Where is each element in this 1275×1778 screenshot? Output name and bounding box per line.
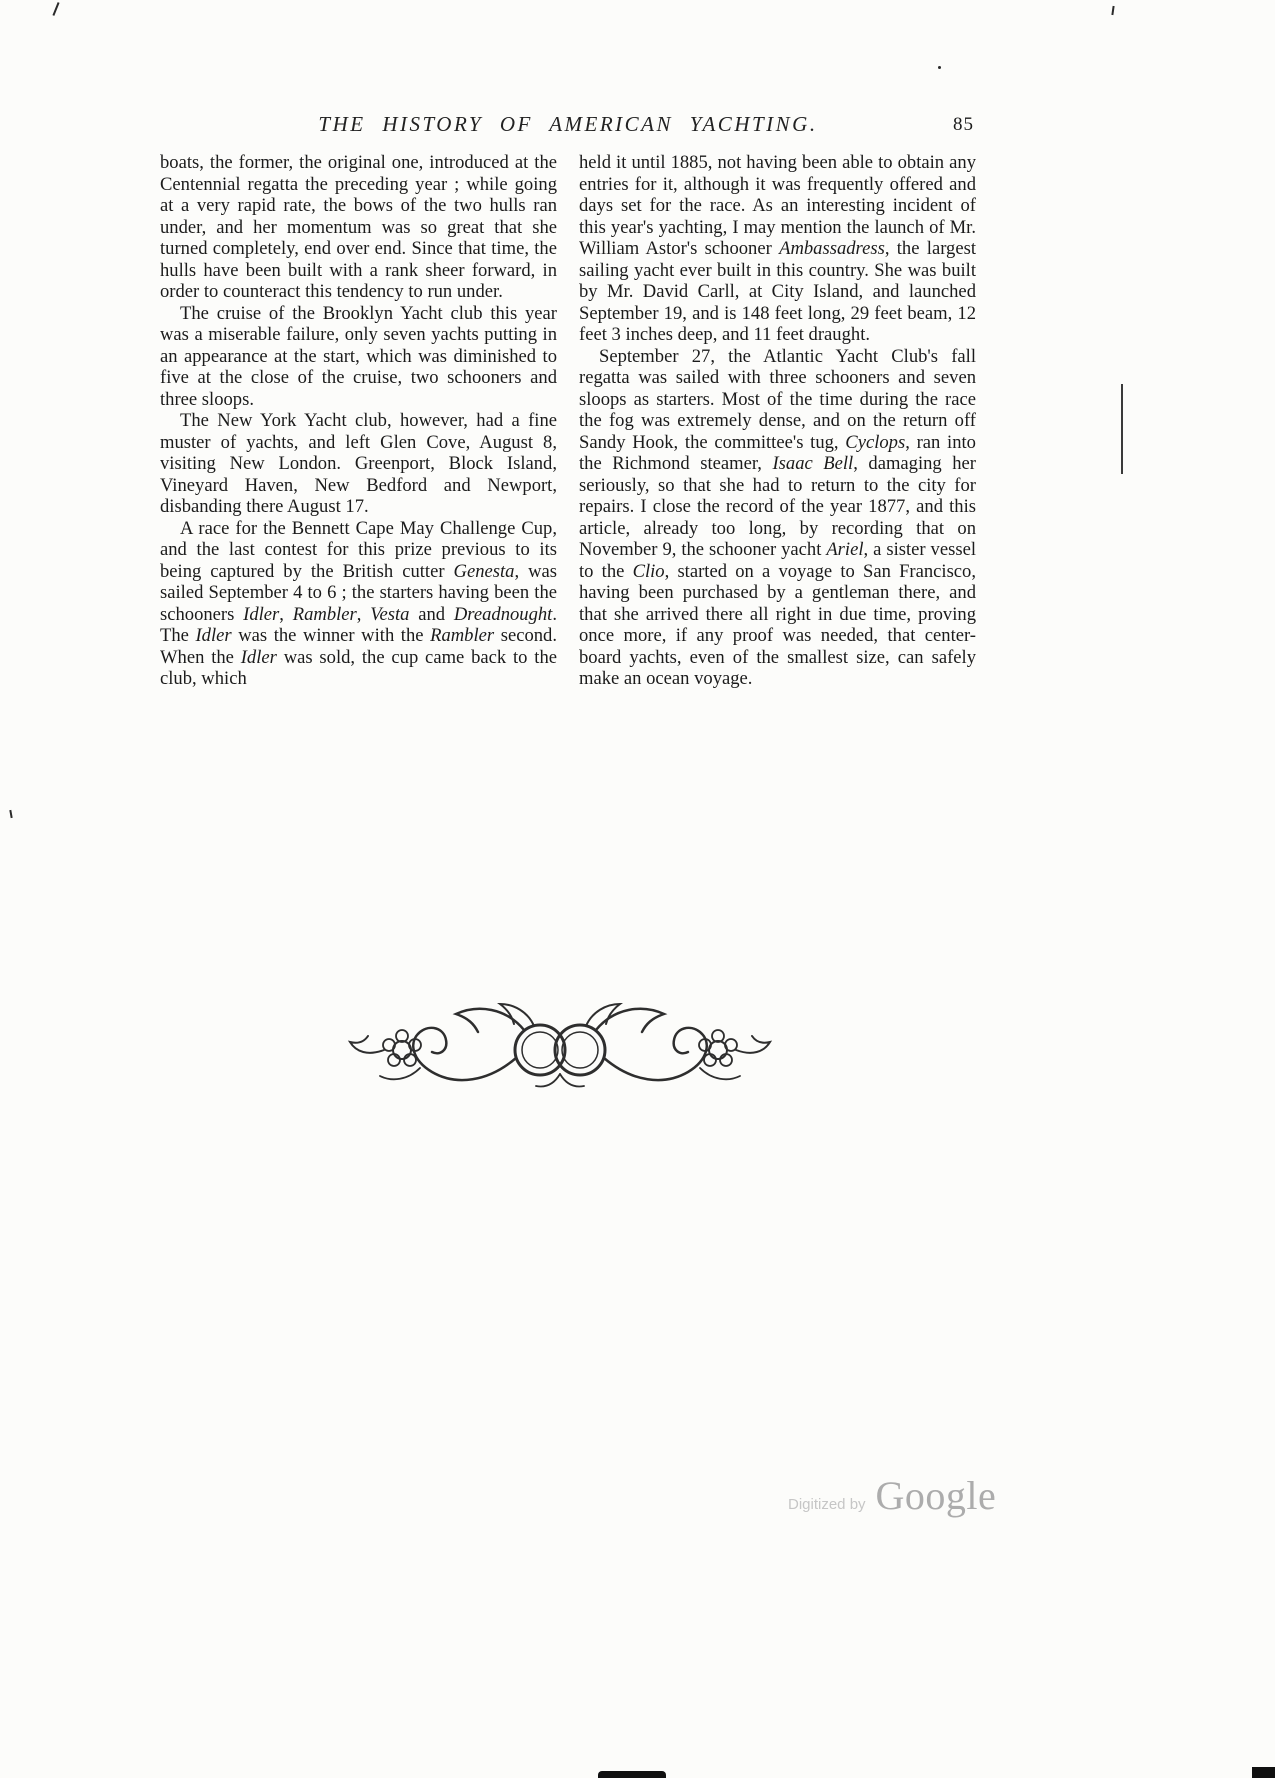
running-title: THE HISTORY OF AMERICAN YACHTING. [318,112,818,136]
paragraph: September 27, the Atlantic Yacht Club's fall regatta was sailed with three schooners and seven sloops as starters. Most of the time during the race the fog was extremely dense, and on the return off Sandy Hook, the committee's tug, Cyclops, ran into the Richmond steamer, Isaac Bell, damaging her seriously, so that she had to return to the city for repairs. I close the record of the year 1877, and this article, already too long, by recording that on November 9, the schooner yacht Ariel, a sister vessel to the Clio, started on a voyage to San Francisco, having been purchased by a gentleman there, and that she arrived there all right in due time, proving once more, if any proof was needed, that center-board yachts, even of the smallest size, can safely make an ocean voyage. [579,345,977,689]
paragraph: held it until 1885, not having been able to obtain any entries for it, although it was frequently offered and days set for the race. As an interesting incident of this year's yachting, I may mention the launch of Mr. William Astor's schooner Ambassadress, the largest sailing yacht ever built in this country. She was built by Mr. David Carll, at City Island, and launched September 19, and is 148 feet long, 29 feet beam, 12 feet 3 inches deep, and 11 feet draught. [579,152,976,345]
scan-artifact [1121,384,1123,474]
scan-artifact [1111,6,1114,15]
paragraph: The cruise of the Brooklyn Yacht club this year was a miserable failure, only seven yachts putting in an appearance at the start, which was diminished to five at the close of the cruise, two schooners and three sloops. [160,302,557,410]
page-number: 85 [953,114,974,135]
scan-artifact [938,66,941,69]
scan-edge-mark [1252,1767,1275,1778]
floral-dragon-flourish-icon [328,998,792,1094]
paragraph: The New York Yacht club, however, had a fine muster of yachts, and left Glen Cove, August 8, visiting New London. Greenport, Block Island, Vineyard Haven, New Bedford and Newport, disbanding there August 17. [160,410,557,517]
page-header [160,112,976,142]
scan-edge-mark [598,1771,666,1778]
digitized-watermark [788,1472,996,1519]
right-column [579,152,976,690]
digitized-by-text: Digitized by [788,1496,866,1513]
google-logo: Google [875,1473,997,1518]
body-text [160,152,976,690]
left-column [160,152,557,690]
paragraph: boats, the former, the original one, introduced at the Centennial regatta the preceding year ; while going at a very rapid rate, the bows of the two hulls ran under, and her momentum was so great that she turned completely, end over end. Since that time, the hulls have been built with a rank sheer forward, in order to counteract this tendency to run under. [160,152,557,302]
scan-artifact [9,810,12,818]
scan-artifact [52,2,59,16]
paragraph: A race for the Bennett Cape May Challenge Cup, and the last contest for this prize previous to its being captured by the British cutter Genesta, was sailed September 4 to 6 ; the starters having been the schooners Idler, Rambler, Vesta and Dreadnought. The Idler was the winner with the Rambler second. When the Idler was sold, the cup came back to the club, which [160,517,558,689]
